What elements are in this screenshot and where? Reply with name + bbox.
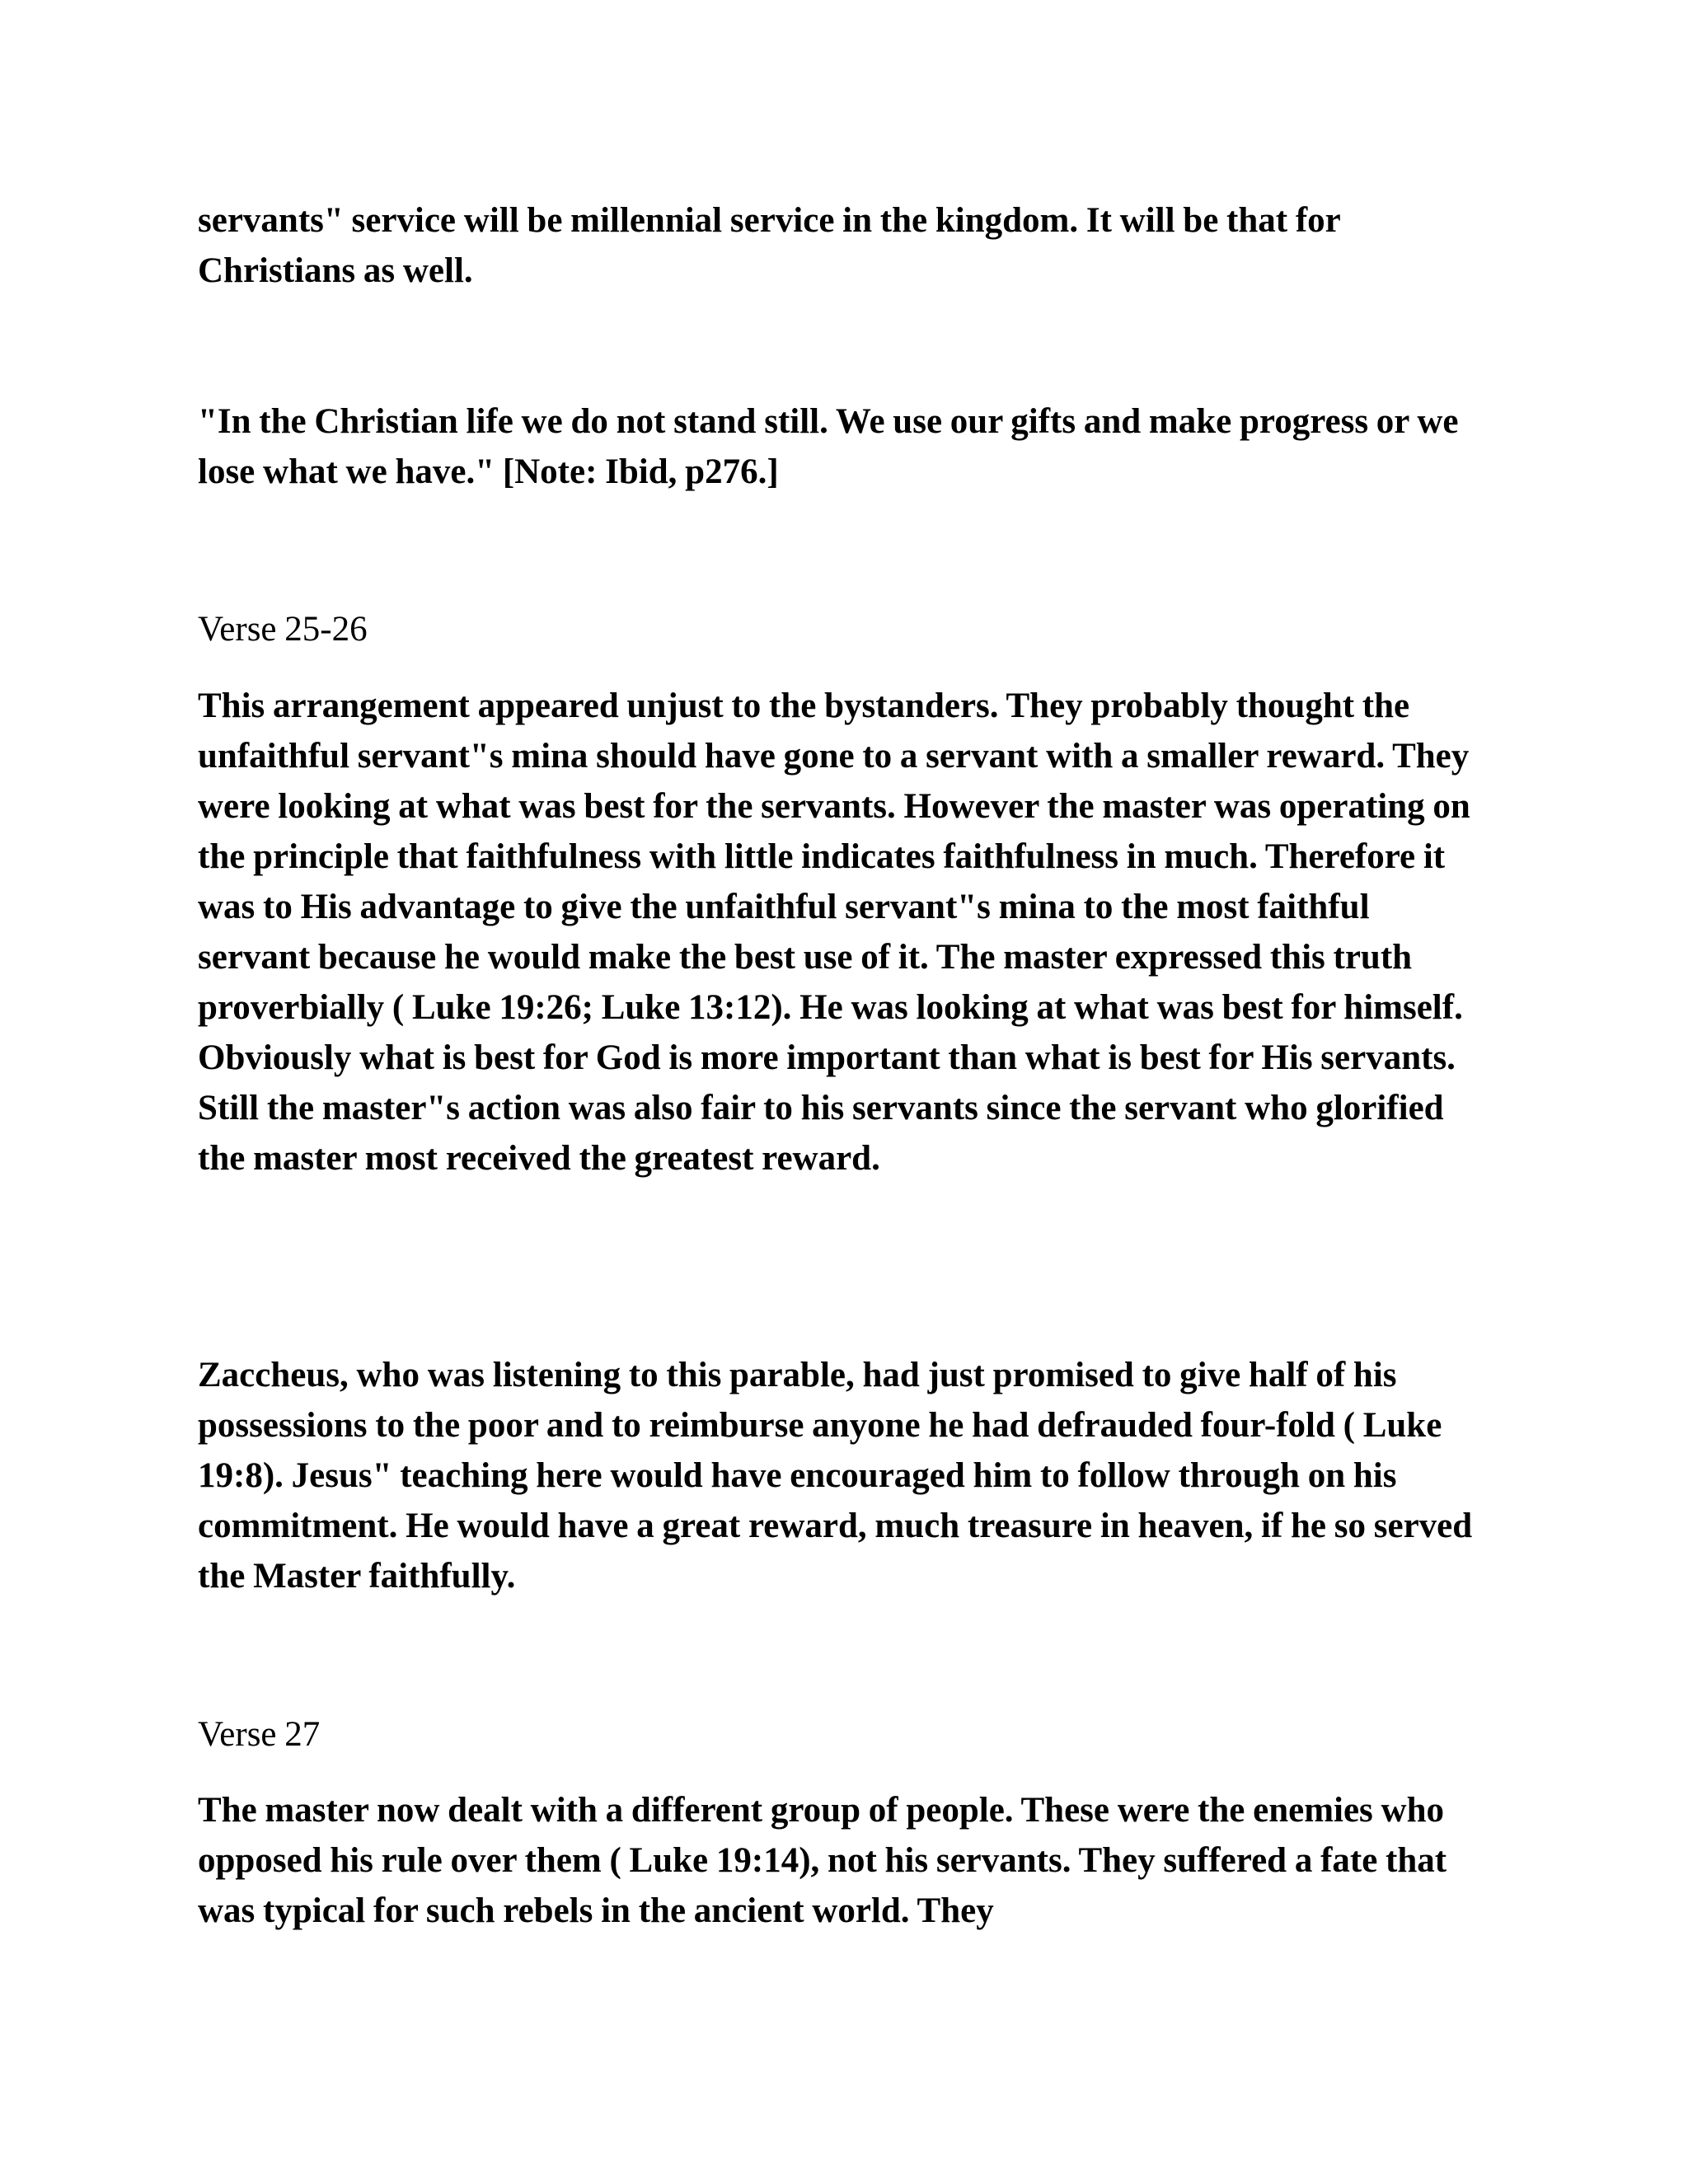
heading-verse-27: Verse 27: [198, 1715, 321, 1754]
paragraph-enemies: The master now dealt with a different group of people. These were the enemies who opposed his rule over them ( Luke 19:14), not his servants. They suffered a fate that was typical for such rebels in the ancient world. They: [198, 1791, 1447, 1930]
paragraph-zaccheus: Zaccheus, who was listening to this parable, had just promised to give half of his possessions to the poor and to reimburse anyone he had defrauded four-fold ( Luke 19:8). Jesus" teaching here would have encouraged him to follow through on his commitment. He would have a great reward, much treasure in heaven, if he so served the Master faithfully.: [198, 1356, 1473, 1596]
paragraph-kingdom-service: servants" service will be millennial service in the kingdom. It will be that for Christians as well.: [198, 201, 1340, 290]
paragraph-unjust-arrangement: This arrangement appeared unjust to the bystanders. They probably thought the unfaithful servant"s mina should have gone to a servant with a smaller reward. They were looking at what was best for the servants. However the master was operating on the principle that faithfulness with little indicates faithfulness in much. Therefore it was to His advantage to give the unfaithful servant"s mina to the most faithful servant because he would make the best use of it. The master expressed this truth proverbially ( Luke 19:26; Luke 13:12). He was looking at what was best for himself. Obviously what is best for God is more important than what is best for His servants. Still the master"s action was also fair to his servants since the servant who glorified the master most received the greatest reward.: [198, 687, 1470, 1178]
heading-verse-25-26: Verse 25-26: [198, 610, 368, 649]
paragraph-christian-life-quote: "In the Christian life we do not stand still. We use our gifts and make progress or we lose what we have." [Note: Ibid, p276.]: [198, 402, 1459, 491]
